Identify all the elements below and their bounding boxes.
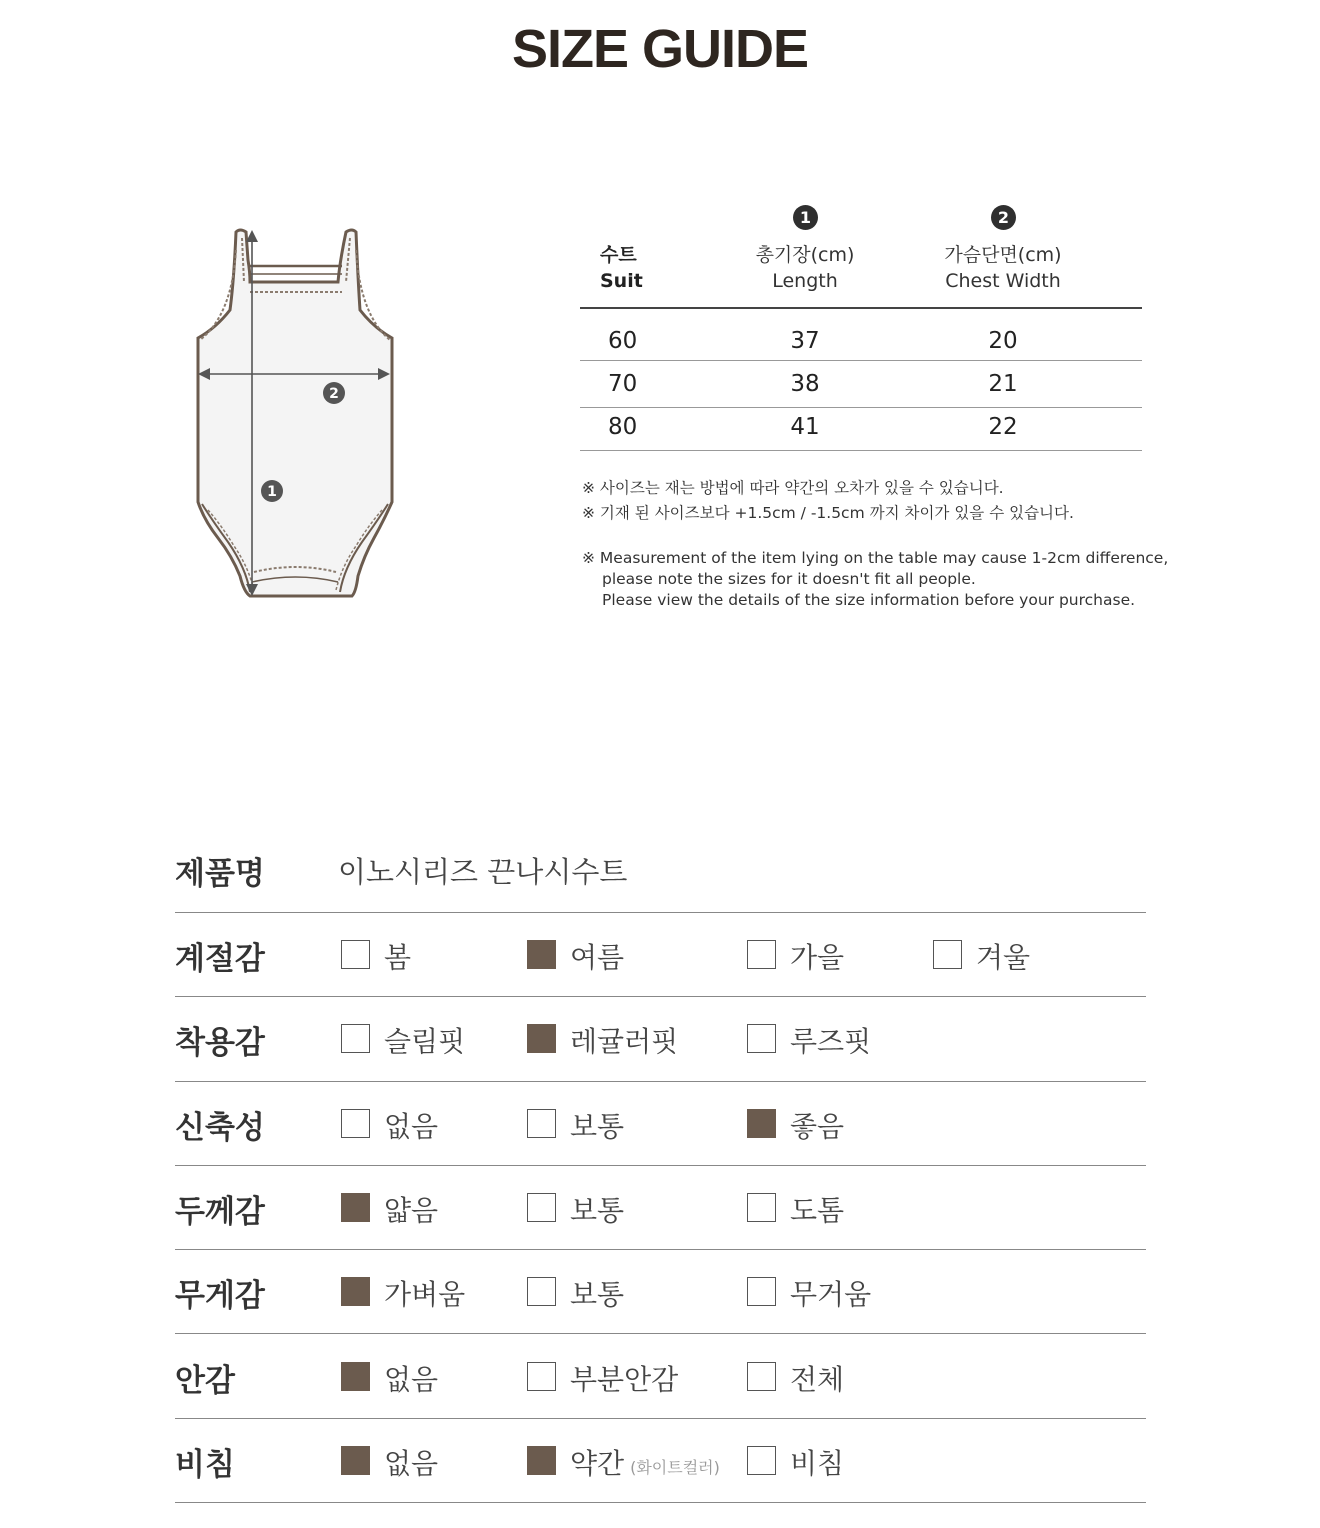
unchecked-checkbox[interactable] [341,1024,370,1053]
length-cell: 38 [790,371,820,397]
attr-row-label: 신축성 [175,1109,265,1146]
checked-checkbox[interactable] [341,1277,370,1306]
attr-row-label: 계절감 [175,941,265,977]
unchecked-checkbox[interactable] [527,1277,556,1306]
attr-row [175,1250,1146,1335]
table-row [580,406,1142,449]
table-bottom-divider [580,450,1142,451]
attr-option-note: (화이트컬러) [630,1457,720,1477]
table-row [580,320,1142,363]
length-cell: 37 [790,328,820,354]
note-en-3: Please view the details of the size information before your purchase. [602,591,1136,609]
attr-row [175,1166,1146,1251]
length-marker-icon: 1 [793,205,818,230]
header-length-en: Length [772,270,838,292]
attr-option-label: 봄 [384,941,412,974]
attr-option-label: 좋음 [790,1109,845,1143]
attr-row [175,1082,1146,1167]
unchecked-checkbox[interactable] [933,940,962,969]
attr-option-label: 부분안감 [570,1362,679,1396]
chest-cell: 21 [988,371,1018,397]
unchecked-checkbox[interactable] [747,1193,776,1222]
attr-option-label: 겨울 [976,941,1031,974]
marker-1-label: 1 [267,484,277,500]
size-cell: 60 [608,328,638,354]
checked-checkbox[interactable] [747,1109,776,1138]
product-name-label: 제품명 [175,856,265,892]
unchecked-checkbox[interactable] [747,1362,776,1391]
unchecked-checkbox[interactable] [527,1193,556,1222]
size-cell: 70 [608,371,638,397]
attr-option-label: 없음 [384,1109,439,1143]
marker-2-label: 2 [329,386,339,402]
attr-option-label: 무거움 [790,1278,872,1312]
bodysuit-drawing [188,220,400,605]
attr-option-label: 얇음 [384,1193,439,1227]
attr-option-label: 가벼움 [384,1278,466,1312]
attr-row [175,997,1146,1082]
attr-option-label: 레귤러핏 [570,1025,679,1059]
chest-marker-icon: 2 [991,205,1016,230]
attr-row-label: 무게감 [175,1278,265,1315]
attr-row-label: 비침 [175,1446,235,1483]
unchecked-checkbox[interactable] [747,940,776,969]
checked-checkbox[interactable] [341,1193,370,1222]
header-length-ko: 총기장(cm) [755,244,855,266]
attr-option-label: 없음 [384,1446,439,1480]
unchecked-checkbox[interactable] [747,1446,776,1475]
attr-option-label: 없음 [384,1362,439,1396]
attr-option-label: 보통 [570,1278,625,1312]
checked-checkbox[interactable] [527,1446,556,1475]
attr-option-label: 약간 (화이트컬러) [570,1446,720,1480]
attr-row [175,1335,1146,1420]
table-row [580,363,1142,406]
attr-option-label: 루즈핏 [790,1025,872,1059]
bodysuit-illustration [188,220,400,605]
header-suit-en: Suit [600,270,643,292]
checked-checkbox[interactable] [527,1024,556,1053]
unchecked-checkbox[interactable] [747,1024,776,1053]
attr-option-label: 도톰 [790,1193,845,1227]
note-en-2: please note the sizes for it doesn't fit all people. [602,570,976,588]
attr-row-label: 안감 [175,1362,235,1399]
checked-checkbox[interactable] [527,940,556,969]
unchecked-checkbox[interactable] [341,1109,370,1138]
attr-row [175,1419,1146,1504]
checked-checkbox[interactable] [341,1362,370,1391]
attr-option-label: 전체 [790,1362,845,1396]
unchecked-checkbox[interactable] [747,1277,776,1306]
header-suit-ko: 수트 [600,244,637,266]
unchecked-checkbox[interactable] [527,1362,556,1391]
table-row-divider [580,360,1142,361]
attr-option-label: 여름 [570,941,625,974]
checked-checkbox[interactable] [341,1446,370,1475]
attr-option-label: 비침 [790,1446,845,1480]
chest-cell: 20 [988,328,1018,354]
note-ko-1: ※ 사이즈는 재는 방법에 따라 약간의 오차가 있을 수 있습니다. [582,479,1004,497]
unchecked-checkbox[interactable] [341,940,370,969]
length-cell: 41 [790,414,820,440]
size-cell: 80 [608,414,638,440]
header-chest-ko: 가슴단면(cm) [944,244,1062,266]
product-name: 이노시리즈 끈나시수트 [338,855,628,889]
attr-row-label: 착용감 [175,1025,265,1062]
attr-option-label: 보통 [570,1109,625,1143]
page-title: SIZE GUIDE [511,19,809,79]
header-chest-en: Chest Width [945,270,1061,292]
note-en-1: ※ Measurement of the item lying on the table may cause 1-2cm difference, [582,549,1169,567]
attr-option-label: 슬림핏 [384,1025,466,1059]
chest-cell: 22 [988,414,1018,440]
attr-option-label: 가을 [790,941,845,974]
attr-row-label: 두께감 [175,1193,265,1230]
attr-divider [175,1502,1146,1503]
table-header-divider [580,307,1142,309]
attr-row [175,913,1146,998]
unchecked-checkbox[interactable] [527,1109,556,1138]
attr-option-label: 보통 [570,1193,625,1227]
note-ko-2: ※ 기재 된 사이즈보다 +1.5cm / -1.5cm 까지 차이가 있을 수 있습니다. [582,504,1074,522]
